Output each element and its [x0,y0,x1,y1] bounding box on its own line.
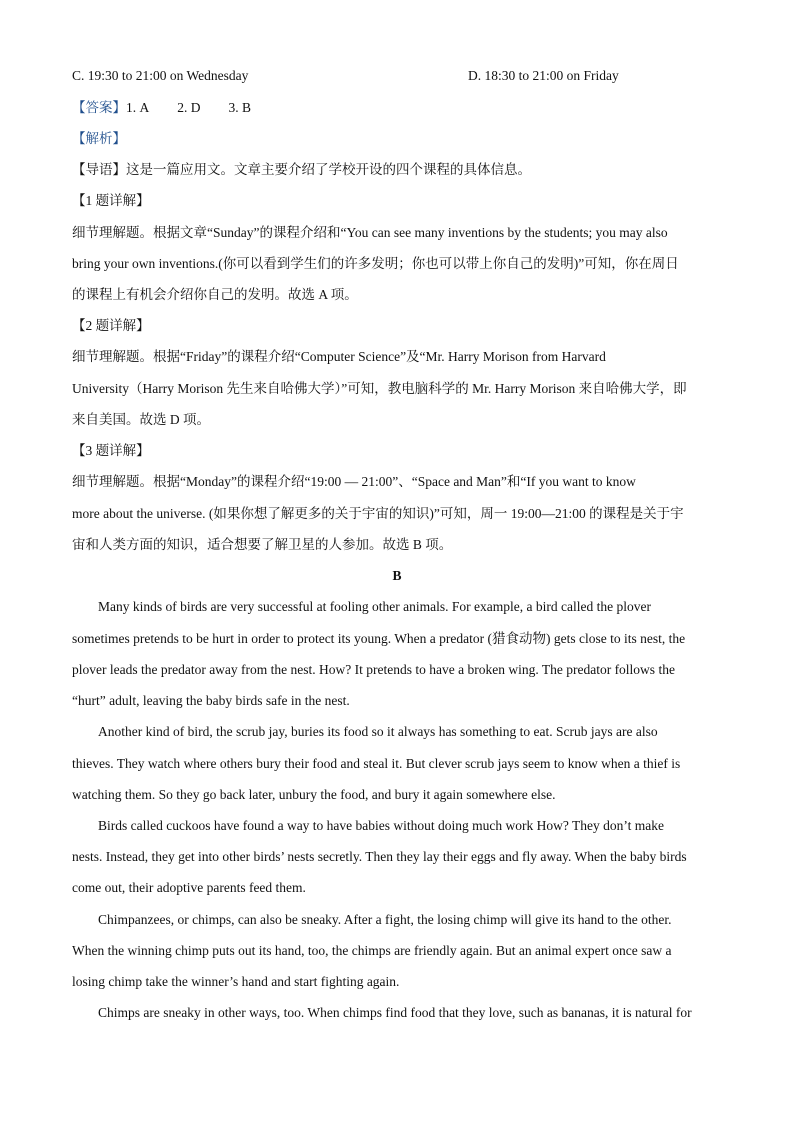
option-d: D. 18:30 to 21:00 on Friday [468,68,619,83]
q2-line-1: 细节理解题。根据“Friday”的课程介绍“Computer Science”及“Mr. Harry Morison from Harvard [72,349,606,364]
passage-line: Birds called cuckoos have found a way to have babies without doing much work How? They don’t make [98,818,664,833]
passage-line: nests. Instead, they get into other birds’ nests secretly. Then they lay their eggs and fly away. When the baby birds [72,849,687,864]
option-c: C. 19:30 to 21:00 on Wednesday [72,68,249,83]
passage-line: watching them. So they go back later, unbury the food, and bury it again somewhere else. [72,787,556,802]
passage-line: Chimps are sneaky in other ways, too. When chimps find food that they love, such as bananas, it is natural for [98,1005,692,1020]
answer-item-2: 2. D [177,100,201,115]
passage-line: Another kind of bird, the scrub jay, buries its food so it always has something to eat. Scrub jays are also [98,724,658,739]
q2-label: 【2 题详解】 [72,318,150,333]
passage-line: Many kinds of birds are very successful at fooling other animals. For example, a bird called the plover [98,599,651,614]
answer-item-3: 3. B [228,100,252,115]
q3-line-3: 宙和人类方面的知识，适合想要了解卫星的人参加。故选 B 项。 [72,537,453,552]
q2-line-3: 来自美国。故选 D 项。 [72,412,210,427]
answer-row [72,99,722,117]
guide-label: 【导语】 [72,162,126,177]
passage-line: come out, their adoptive parents feed them. [72,880,306,895]
passage-line: Chimpanzees, or chimps, can also be sneaky. After a fight, the losing chimp will give its hand to the other. [98,912,672,927]
q1-line-1: 细节理解题。根据文章“Sunday”的课程介绍和“You can see many inventions by the students; you may also [72,225,668,240]
analysis-label: 【解析】 [72,131,126,146]
q3-line-1: 细节理解题。根据“Monday”的课程介绍“19:00 — 21:00”、“Space and Man”和“If you want to know [72,474,636,489]
passage-line: plover leads the predator away from the nest. How? It pretends to have a broken wing. The predator follows the [72,662,675,677]
passage-line: thieves. They watch where others bury their food and steal it. But clever scrub jays seem to know when a thief is [72,756,681,771]
guide-row [72,161,722,179]
answer-item-1: 1. A [126,100,150,115]
passage-line: “hurt” adult, leaving the baby birds safe in the nest. [72,693,350,708]
answer-label: 【答案】 [72,100,126,115]
q1-line-2: bring your own inventions.(你可以看到学生们的许多发明；你也可以带上你自己的发明)”可知，你在周日 [72,256,679,271]
q3-label: 【3 题详解】 [72,443,150,458]
q1-label: 【1 题详解】 [72,193,150,208]
q3-line-2: more about the universe. (如果你想了解更多的关于宇宙的知识)”可知，周一 19:00—21:00 的课程是关于宇 [72,506,684,521]
q2-line-2: University（Harry Morison 先生来自哈佛大学）”可知，教电脑科学的 Mr. Harry Morison 来自哈佛大学，即 [72,381,687,396]
option-row [72,67,722,85]
passage-line: losing chimp take the winner’s hand and start fighting again. [72,974,400,989]
section-b-title: B [392,568,402,583]
passage-line: sometimes pretends to be hurt in order to protect its young. When a predator (猎食动物) gets close to its nest, the [72,631,686,646]
passage-line: When the winning chimp puts out its hand, too, the chimps are friendly again. But an animal expert once saw a [72,943,672,958]
guide-text: 这是一篇应用文。文章主要介绍了学校开设的四个课程的具体信息。 [126,162,531,177]
q1-line-3: 的课程上有机会介绍你自己的发明。故选 A 项。 [72,287,358,302]
